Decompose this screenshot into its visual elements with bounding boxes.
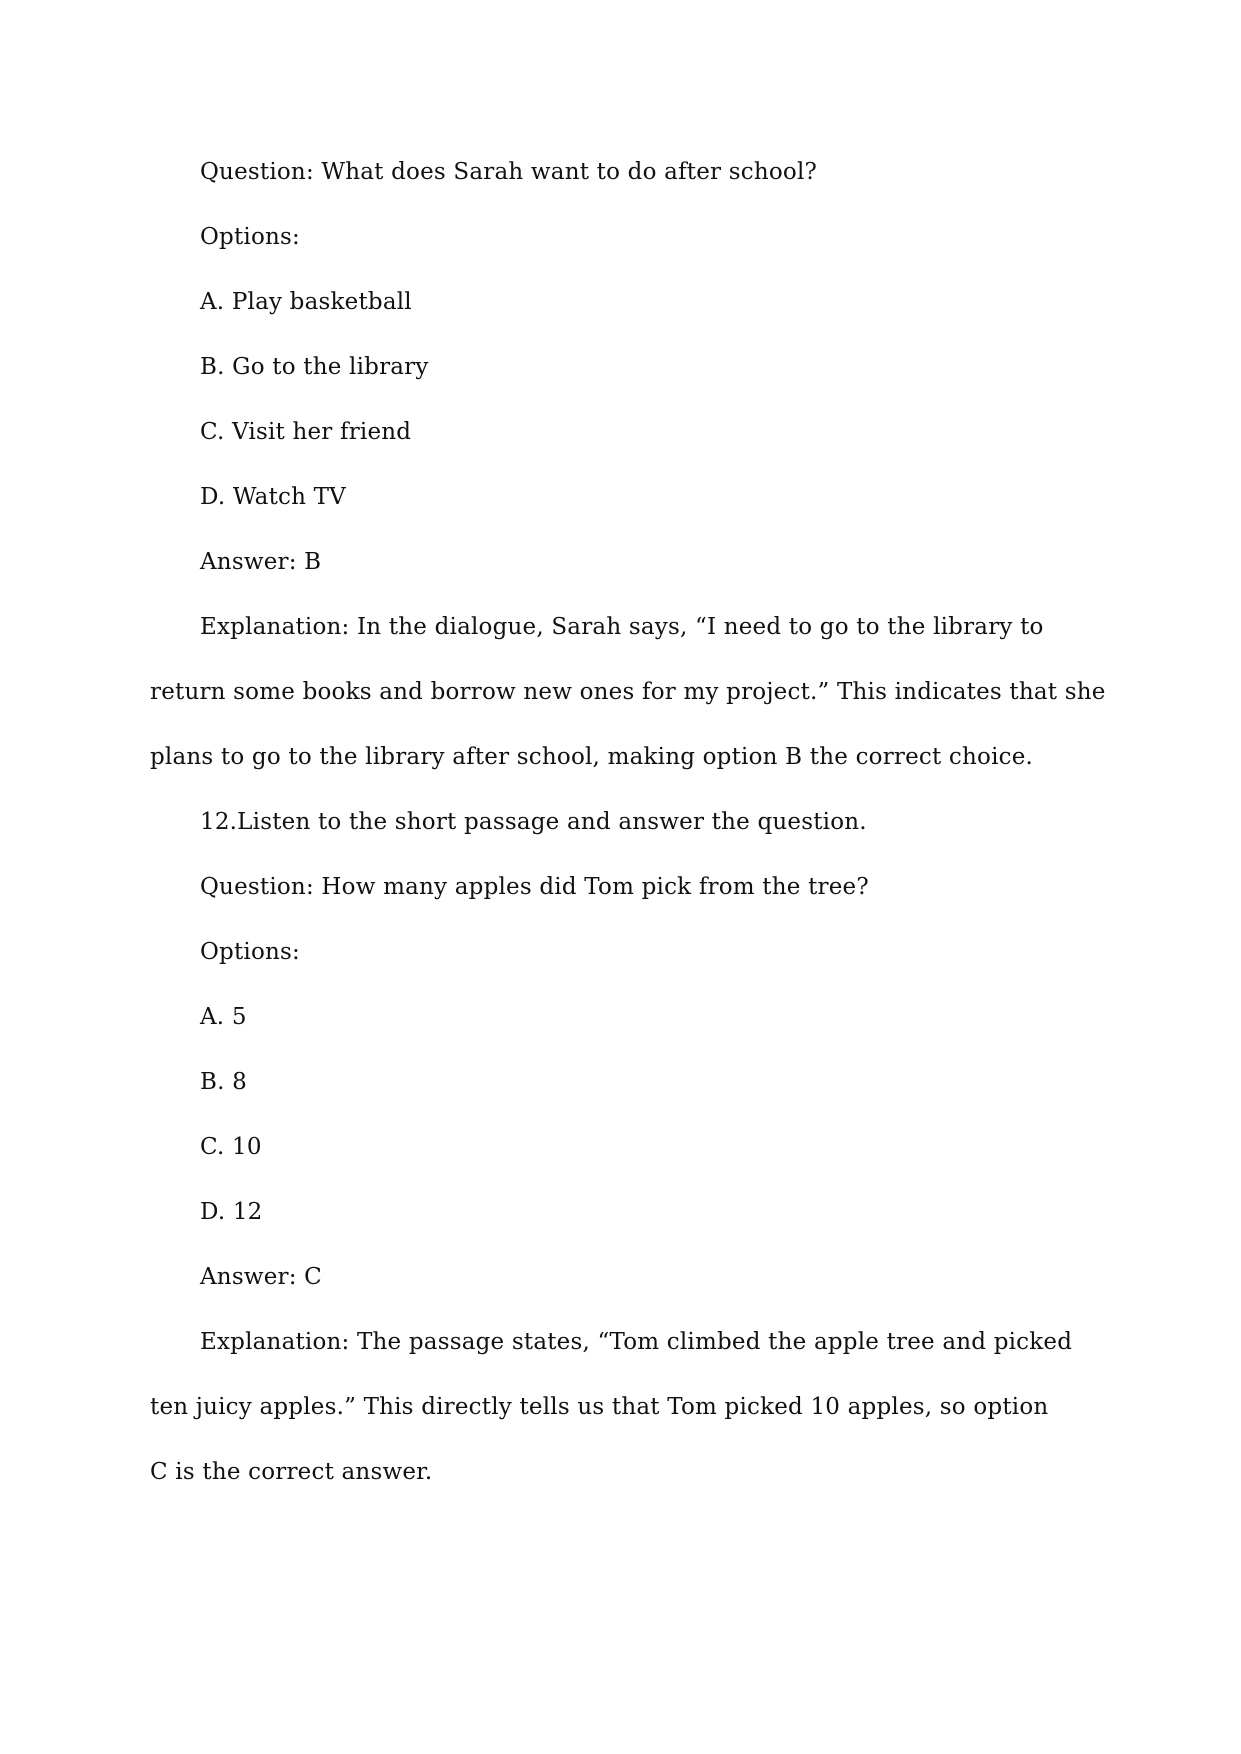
question-12-text: Question: How many apples did Tom pick from the tree? bbox=[200, 874, 869, 900]
explanation-11 bbox=[150, 595, 1106, 790]
option-b: B. 8 bbox=[200, 1069, 247, 1095]
explanation-12-line-3: C is the correct answer. bbox=[150, 1459, 433, 1485]
option-a: A. 5 bbox=[200, 1004, 247, 1030]
option-d: D. Watch TV bbox=[200, 484, 346, 510]
explanation-11-line-1: Explanation: In the dialogue, Sarah says, “I need to go to the library to bbox=[200, 614, 1044, 640]
question-12-instruction: 12.Listen to the short passage and answer the question. bbox=[200, 809, 867, 835]
explanation-11-line-3: plans to go to the library after school, making option B the correct choice. bbox=[150, 744, 1034, 770]
option-c: C. 10 bbox=[200, 1134, 262, 1160]
option-b: B. Go to the library bbox=[200, 354, 429, 380]
options-label: Options: bbox=[200, 939, 300, 965]
explanation-11-line-2: return some books and borrow new ones for my project.” This indicates that she bbox=[150, 679, 1106, 705]
document-page bbox=[150, 140, 1106, 1505]
answer-11: Answer: B bbox=[200, 549, 322, 575]
explanation-12-line-2: ten juicy apples.” This directly tells us that Tom picked 10 apples, so option bbox=[150, 1394, 1049, 1420]
option-a: A. Play basketball bbox=[200, 289, 412, 315]
answer-12: Answer: C bbox=[200, 1264, 322, 1290]
question-11-text: Question: What does Sarah want to do after school? bbox=[200, 159, 818, 185]
explanation-12-line-1: Explanation: The passage states, “Tom climbed the apple tree and picked bbox=[200, 1329, 1073, 1355]
explanation-12 bbox=[150, 1310, 1092, 1505]
option-c: C. Visit her friend bbox=[200, 419, 412, 445]
options-label: Options: bbox=[200, 224, 300, 250]
option-d: D. 12 bbox=[200, 1199, 263, 1225]
